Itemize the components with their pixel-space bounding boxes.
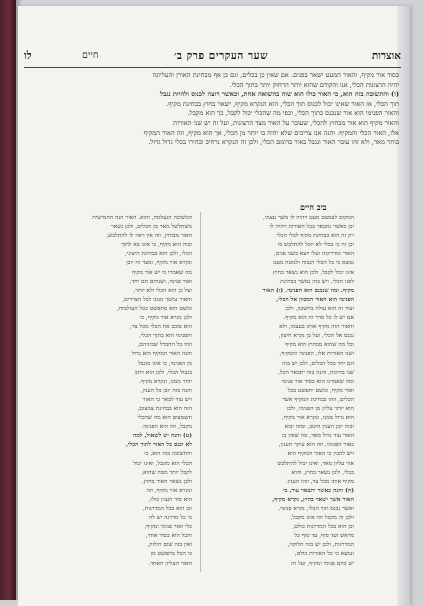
text-line: המקום לצמצם מעט ויהיה לו משך עצמי, bbox=[263, 215, 354, 221]
text-line: הוא יותר עליון מן הפנימי, ולכן bbox=[286, 405, 354, 412]
text-line: והאור הזה מקיף אותו בעצמו, ולא bbox=[279, 324, 354, 331]
text-line: בסוד אור מקיף, והאור המעט ישאר בפנים. אם שאין כן בכלים, וגם כן אף מבחינת האורן והעליונה bbox=[152, 71, 399, 79]
text-line: והצמצום הוא מה שהכלי bbox=[137, 415, 192, 422]
text-line: הזה הוא בבחינת צמצום, bbox=[137, 405, 192, 412]
text-line: מקיף אותו מכל צד, וזהו הענין. bbox=[285, 478, 354, 485]
text-line: והאור הפנימי הוא אור שנכנס בתוך הכלי, וכפי מה שהכלי יכול לקבל, כך הוא מקבל. bbox=[187, 109, 399, 118]
text-line: אור עליון מאד, ואינו יכול להתלבש bbox=[277, 460, 354, 467]
text-line: מן הפנימי, כי אינו מוגבל bbox=[138, 360, 192, 367]
column-divider bbox=[200, 212, 201, 572]
text-line: רק זה הוא בבחינת מקיף לכלי הכלי bbox=[276, 233, 354, 240]
text-line: ולכן נקרא אור מקיף, כי bbox=[139, 315, 192, 322]
text-line: והנה האור המקיף הוא גדול bbox=[131, 351, 192, 358]
text-line: האור ומדריגתו ועלי יוצא בשני פנים, bbox=[273, 251, 354, 258]
text-line: והאור נמשך ממנו לכל הצדדים, bbox=[122, 296, 192, 303]
text-line: האור עוד גדול מאד, מה שאין כן bbox=[282, 433, 354, 440]
text-line: וכן זה כי בכלי לא יוכל להתלבש בו bbox=[277, 242, 354, 249]
running-header bbox=[24, 50, 401, 66]
text-line: וכן הוא בכל המדרגות, bbox=[142, 506, 192, 512]
text-line: כי כל מדרגה יש לה bbox=[148, 515, 192, 522]
text-line: הם יחד בכל הכלים, ולכן יש בזה bbox=[282, 360, 354, 367]
text-line: יותר ממנו, ונקרא מקיף. bbox=[139, 378, 192, 385]
book-title: שער העקרים פרק ב׳ bbox=[174, 50, 269, 62]
text-line: וכן כאשר נתבאר בכל האורות ויהיה לו bbox=[269, 224, 354, 231]
text-line: האור אשר ישאר בחוץ, נקרא מקיף, bbox=[272, 496, 354, 503]
text-line: ובזה יובן הענין היטב, ומזה יבוא bbox=[284, 424, 354, 431]
text-line: (ח) והנה כאשר יתבאר עוד, כי bbox=[283, 487, 354, 494]
text-line: תוך הכלי, אז האור שאינו יכול לכנוס תוך הכלי, הוא הנקרא מקיף, ישאר בחוץ בבחינת מקיף. bbox=[166, 99, 399, 108]
text-line: מקיף. ומה שנכנס הוא הפנימי. (ז) האור bbox=[262, 287, 354, 294]
chapter-label: חיים bbox=[82, 50, 99, 61]
text-line: וזהו כל ההבדל שביניהם, bbox=[137, 342, 192, 349]
text-line: הפנימי הוא האור המכוון אל הכלי, bbox=[276, 296, 354, 303]
text-line: והנה בזה יובן כל הענין, bbox=[140, 387, 192, 394]
text-line: המשוכה הנעלמה, והוא. האור הנה החמישית bbox=[92, 215, 192, 221]
text-line: נכנס אל הכלי, ועל כן נקרא חיצון, bbox=[278, 333, 354, 340]
text-line: ולכן זה מקבל וזה אינו מקבל, bbox=[290, 515, 354, 522]
text-line: (ו) והתשובה בזה הוא, כי האור כולו הוא שוה בהשואה אחת, וכאשר רוצה לכנוס ולהיות נגבל bbox=[160, 90, 399, 99]
text-line: ואור פנימי, ושניהם הם יחד, bbox=[129, 278, 192, 285]
commentary-column-right bbox=[206, 214, 354, 569]
text-line: ונקרא אור מקיף, וזה bbox=[146, 487, 192, 494]
text-line: ומשם הוא מתפשט בכל העולמות, bbox=[116, 305, 192, 312]
text-line: ונקרא אור מקיף, ומצד זה יובן bbox=[126, 260, 192, 267]
text-line: ואשר נכנס תוך הכלי, נקרא פנימי, bbox=[278, 506, 354, 512]
text-line: והתשובה בזה הוא, כי bbox=[144, 451, 192, 458]
text-line: וכל מה שהוא מבחוץ הוא מקיף bbox=[285, 342, 354, 349]
text-line: הוא סובב את הכלי מכל צד, bbox=[130, 324, 192, 331]
text-line: ויש להבין כי האור המקיף הוא bbox=[287, 451, 354, 458]
text-line: כלי ואור פנימי ומקיף, bbox=[144, 524, 192, 531]
text-line: ואור מקיף, ומשם יתפשט בכל bbox=[287, 387, 354, 394]
section-label: אוצרות bbox=[371, 50, 401, 62]
text-line: ועל כן הוא הכלי ולא יותר, bbox=[133, 287, 192, 294]
text-line: ולכן נשאר האור בחוץ, bbox=[141, 478, 192, 485]
text-line: הוא סוד הענין כולו, bbox=[148, 496, 192, 503]
text-line: הכלי, ולכן הוא בבחינת חיצוני, bbox=[124, 251, 192, 258]
text-line: המדרגות, ולכן יש בזה חלוקה, bbox=[287, 542, 354, 549]
text-line: באור הפנימי, וזה הוא עיקר הענין, bbox=[278, 442, 354, 449]
text-line: (ט) והנה יש לשאול, למה bbox=[133, 433, 192, 440]
text-line: שני בחינות, והנה בזה יתבאר הכל, bbox=[278, 369, 354, 376]
text-line: נמצא כי כל הכלי הגבוה ולמטה מעט bbox=[273, 260, 354, 267]
text-line: מה שאמרו כי יש אור מקיף bbox=[131, 269, 192, 276]
text-line: אלו, האור הכלי והמקיף. והנה אנו צריכים שלא יהיה בו יותר מן הכלי, אך הוא מקיף, וזה האור המקיף bbox=[143, 128, 399, 137]
text-line: ונמצא כי כל האורות כולם, bbox=[294, 551, 354, 558]
text-line: מראש ועד סוף, עד סוף כל bbox=[294, 533, 354, 540]
text-line: בוחר מאד, ולא זהו עובר האור ונגבל באור בדומם הכלי, ולכן זה הנקרא נרחיב ובהירו בכלי גדול גדול. bbox=[148, 138, 399, 147]
text-line: הוא גדול ממנו, ונקרא אור מקיף, bbox=[282, 415, 354, 422]
text-line: ויש עוד לבאר כי האור bbox=[142, 396, 192, 403]
text-line: כי הכל מתפשט מן bbox=[150, 551, 192, 558]
text-line: אינו יכול לקבל, ולכן הוא נשאר בחוץ bbox=[273, 269, 354, 276]
text-line: לפני הכלי, ויש בזה נמשך בבחינת bbox=[280, 278, 354, 285]
book-spine bbox=[0, 0, 16, 600]
text-line: הכלים, וזהו בבחינת המקיף אשר bbox=[282, 396, 354, 403]
text-line: הכלי הוא מוגבל, ואינו יכול bbox=[133, 460, 192, 467]
commentary-heading: ביב חיים bbox=[300, 202, 327, 212]
commentary-column-left bbox=[44, 214, 192, 569]
text-line: יש בהם פנימי ומקיף, ועל זה bbox=[291, 560, 354, 567]
text-line: והאור מקיף הוא אור מבחוץ להכלי, שעובר על האור מצד הרצונות, ועל זה יש שני האורות bbox=[173, 118, 399, 127]
text-line: ואין בזה שום חילוק, bbox=[147, 542, 192, 549]
text-line: בגבול הכלי, ולכן הוא רחב bbox=[134, 369, 192, 376]
text-line: האור העליון האחד. bbox=[148, 560, 192, 567]
text-line: אם יש לו כל סדר זה הוא מקיף. bbox=[283, 315, 354, 322]
text-line: משתלשל מאד מן הכלים, ולכן נשאר bbox=[110, 224, 192, 231]
text-line: וכן הוא בכל המדרגות כולם, bbox=[292, 524, 354, 531]
text-line: האור מבחוץ, וזה אין ראוי לו להתלבש, bbox=[106, 233, 192, 240]
main-text bbox=[26, 71, 399, 191]
text-line: ושני האורות אלו, הפנימי והמקיף, bbox=[279, 351, 354, 358]
text-line: לא יכנס כל האור לתוך הכלי, bbox=[126, 442, 192, 449]
text-line: והפנימי הוא בתוך הכלי, bbox=[139, 333, 192, 340]
header-rule bbox=[24, 67, 401, 68]
text-line: לקבל יותר ממה שהוא, bbox=[141, 469, 192, 476]
text-line: והכל הוא בסוד אחד, bbox=[145, 533, 192, 540]
text-line: ומה שאמרנו הוא בסוד אור פנימי bbox=[281, 378, 354, 385]
text-line: בכלי, ולכן נשאר בחוץ, והוא bbox=[291, 469, 354, 476]
text-line: ועוד זה הוא עולה בחשבון, ולכן bbox=[285, 305, 354, 312]
page-number: לו bbox=[24, 50, 32, 62]
text-line: יהיה הרצונות הכלי, אנו והקודם שהוא יותר הרחוק יותר בתוך הכלי. bbox=[229, 80, 399, 89]
text-line: ובזה הוא מקיף, כי אינו בא לתוך bbox=[120, 242, 192, 249]
text-line: מקבל, וזה הוא הפנימי. bbox=[141, 424, 192, 431]
